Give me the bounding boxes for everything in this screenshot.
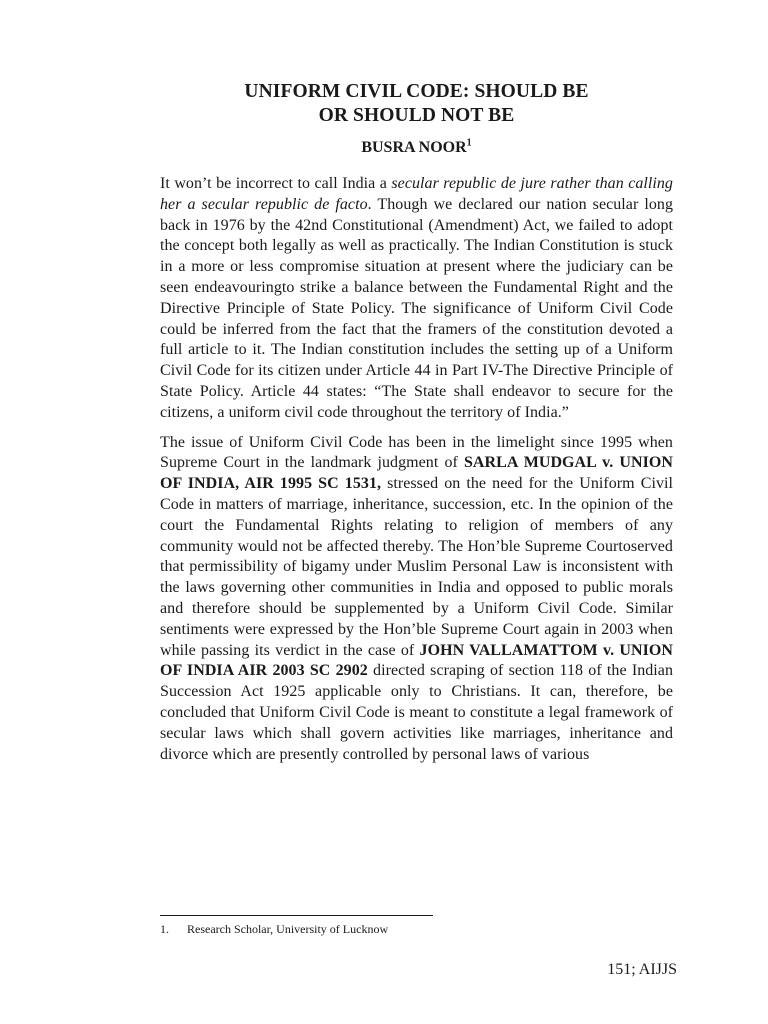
paragraph-1 <box>160 174 673 424</box>
footnote-text: Research Scholar, University of Lucknow <box>187 922 389 936</box>
footnote-number: 1. <box>160 922 169 936</box>
article-body <box>160 80 673 765</box>
case-citation-sarla-mudgal: SARLA MUDGAL v. UNION OF INDIA, AIR 1995 SC 1531, <box>160 454 673 493</box>
p2-text-3: directed scraping of section 118 of the Indian Succession Act 1925 applicable only to Christians. It can, therefore, be concluded that Uniform Civil Code is meant to constitute a legal framework of secular laws which shall govern activities like marriages, inheritance and divorce which are presently controlled by personal laws of various <box>160 662 673 763</box>
author-name <box>160 138 673 158</box>
author-text: BUSRA NOOR <box>361 139 467 156</box>
p2-text-1: The issue of Uniform Civil Code has been in the limelight since 1995 when Supreme Court in the landmark judgment of <box>160 433 673 472</box>
case-citation-john-vallamattom: JOHN VALLAMATTOM v. UNION OF INDIA AIR 2003 SC 2902 <box>160 641 674 680</box>
paragraph-2 <box>160 433 673 766</box>
author-footnote-ref: 1 <box>466 137 472 149</box>
p1-italic-phrase: secular republic de jure rather than calling her a secular republic de facto <box>160 175 673 213</box>
footnote-divider <box>160 915 433 916</box>
p2-text-2: stressed on the need for the Uniform Civil Code in matters of marriage, inheritance, succession, etc. In the opinion of the court the Fundamental Rights relating to religion of members of any community would not be affected thereby. The Hon’ble Supreme Courtoserved that permissibility of bigamy under Muslim Personal Law is inconsistent with the laws governing other communities in India and opposed to public morals and therefore should be supplemented by a Uniform Civil Code. Similar sentiments were expressed by the Hon’ble Supreme Court again in 2003 when while passing its verdict in the case of <box>160 475 673 659</box>
title-line-2: OR SHOULD NOT BE <box>318 105 515 126</box>
p1-rest: . Though we declared our nation secular long back in 1976 by the 42nd Constitutional (Amendment) Act, we failed to adopt the concept both legally as well as practically. The Indian Constitution is stuck in a more or less compromise situation at present where the judiciary can be seen endeavouringto strike a balance between the Fundamental Right and the Directive Principle of State Policy. The significance of Uniform Civil Code could be inferred from the fact that the framers of the constitution devoted a full article to it. The Indian constitution includes the setting up of a Uniform Civil Code for its citizen under Article 44 in Part IV-The Directive Principle of State Policy. Article 44 states: “The State shall endeavor to secure for the citizens, a uniform civil code throughout the territory of India.” <box>160 195 673 421</box>
footnote <box>160 921 388 937</box>
page-number: 151; AIJJS <box>607 961 677 978</box>
p1-prefix: It won’t be incorrect to call India a <box>160 175 392 192</box>
article-title <box>160 80 673 128</box>
title-line-1: UNIFORM CIVIL CODE: SHOULD BE <box>244 81 589 102</box>
